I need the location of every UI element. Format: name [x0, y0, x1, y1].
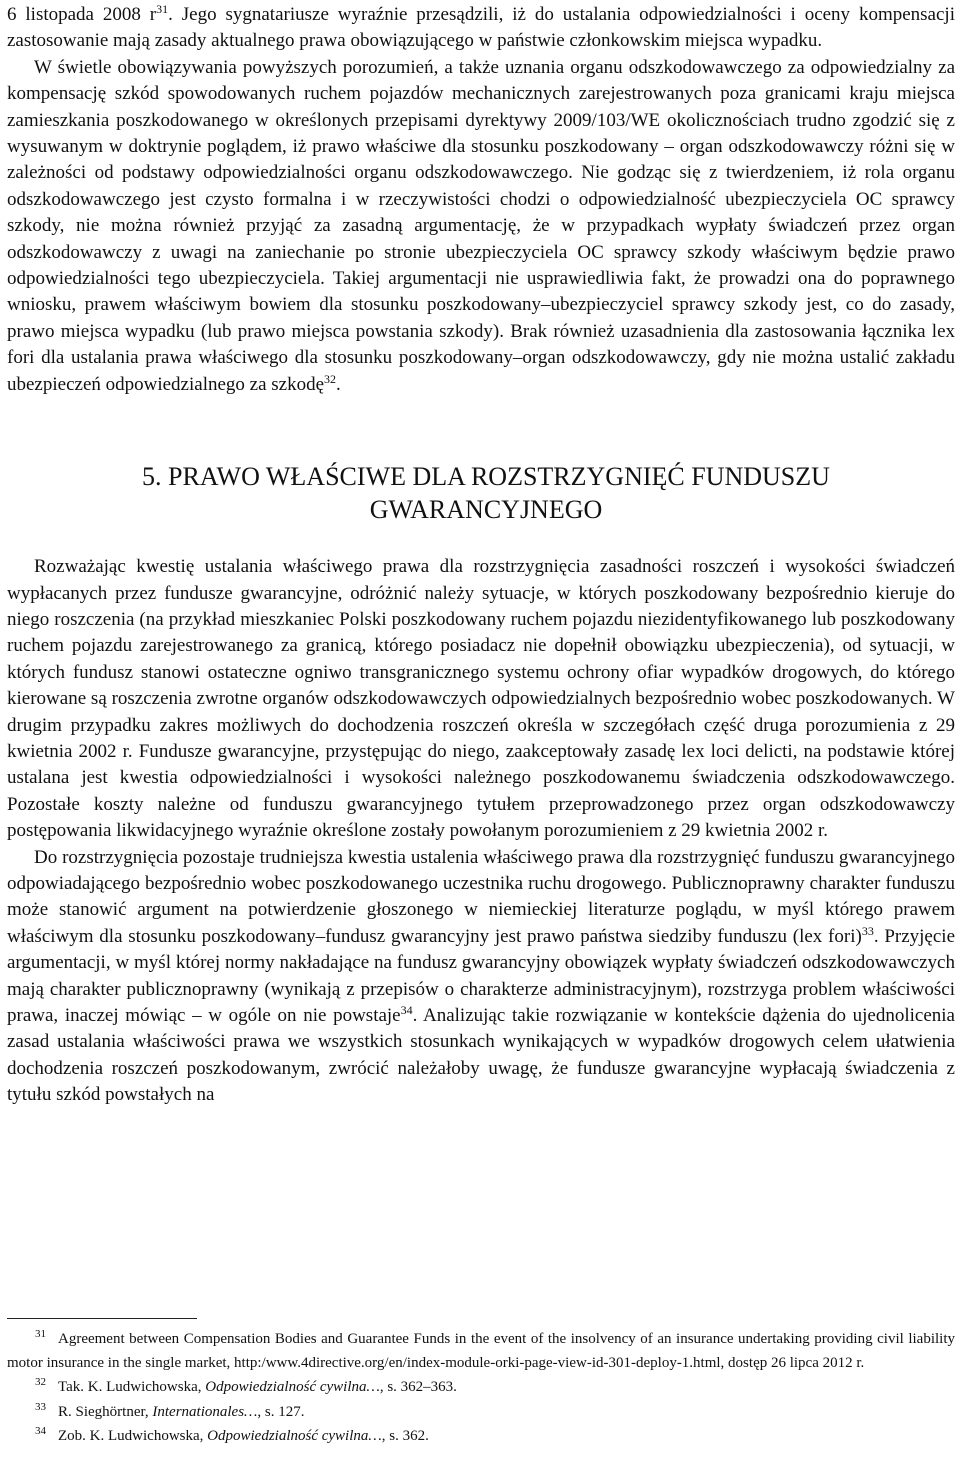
footnote-text: , s. 127.: [257, 1403, 305, 1420]
footnote-text: Zob. K. Ludwichowska,: [58, 1427, 208, 1444]
footnote-ref-34[interactable]: 34: [400, 1003, 413, 1017]
footnote-text: Tak. K. Ludwichowska,: [58, 1379, 206, 1396]
footnote-title: Odpowiedzialność cywilna…: [205, 1379, 380, 1396]
section-heading-line-1: 5. PRAWO WŁAŚCIWE DLA ROZSTRZYGNIĘĆ FUNDUSZU: [142, 462, 830, 492]
footnote-number: 34: [35, 1424, 46, 1437]
footnote-title: Internationales…: [152, 1403, 258, 1420]
intro-text-after: . Jego sygnatariusze wyraźnie przesądzili, iż do ustalania odpowiedzialności i oceny kompensacji zastosowanie mają zasady aktualnego prawa obowiązującego w państwie członkowskim miejsca wypadku.: [7, 4, 955, 52]
document-page: [7, 0, 955, 1109]
paragraph-2-text: Rozważając kwestię ustalania właściwego prawa dla rozstrzygnięcia zasadności roszczeń i wysokości świadczeń wypłacanych przez fundusze gwarancyjne, odróżnić należy sytuacje, w których poszkodowany bezpośrednio kieruje do niego roszczenia (na przykład mieszkaniec Polski poszkodowany ruchem pojazdu niezidentyfikowanego lub poszkodowany ruchem pojazdu zarejestrowanego za granicą, którego posiadacz nie dopełnił obowiązku ubezpieczenia), od sytuacji, w których fundusz stanowi ostateczne ogniwo transgranicznego systemu ochrony ofiar wypadków drogowych, do którego kierowane są roszczenia zwrotne organów odszkodowawczych odpowiedzialnych bezpośrednio wobec poszkodowanych. W drugim przypadku zakres możliwych do dochodzenia roszczeń określa w szczegółach część druga porozumienia z 29 kwietnia 2002 r. Fundusze gwarancyjne, przystępując do niego, zaakceptowały zasadę lex loci delicti, na podstawie której ustalana jest kwestia odpowiedzialności i wysokości należnego poszkodowanemu świadczenia odszkodowawczego. Pozostałe koszty należne od funduszu gwarancyjnego tytułem przeprowadzonego przez organ odszkodowawczy postępowania likwidacyjnego wyraźnie określone zostały powołanym porozumieniem z 29 kwietnia 2002 r.: [7, 556, 955, 842]
paragraph-1-text-after: .: [336, 373, 341, 395]
paragraph-3-part-1: Do rozstrzygnięcia pozostaje trudniejsza kwestia ustalenia właściwego prawa dla rozstrzygnięć funduszu gwarancyjnego odpowiadającego bezpośrednio wobec poszkodowanego uczestnika ruchu drogowego. Publicznoprawny charakter funduszu może stanowić argument na potwierdzenie głoszonego w niemieckiej literaturze poglądu, w myśl którego prawem właściwym dla stosunku poszkodowany–fundusz gwarancyjny jest prawo państwa siedziby funduszu (lex fori): [7, 846, 955, 947]
section-heading: [7, 460, 955, 526]
footnote-ref-32[interactable]: 32: [324, 371, 337, 386]
footnote-text: , s. 362–363.: [379, 1379, 457, 1396]
paragraph-3-part-3: . Analizując takie rozwiązanie w kontekście dążenia do ujednolicenia zasad ustalania właściwości prawa we wszystkich stosunkach wynikających w wypadków drogowych celem ułatwienia dochodzenia roszczeń poszkodowanym, zwrócić należałoby uwagę, że fundusze gwarancyjne wypłacają świadczenia z tytułu szkód powstałych na: [7, 1005, 955, 1106]
footnote-number: 32: [35, 1376, 46, 1389]
footnote-number: 33: [35, 1400, 46, 1413]
footnote-ref-31[interactable]: 31: [156, 2, 169, 16]
footnote-ref-33[interactable]: 33: [861, 923, 874, 938]
paragraph-3: [7, 845, 955, 1109]
paragraph-1: [7, 55, 955, 398]
footnote-text: , s. 362.: [381, 1427, 429, 1444]
footnotes-section: [7, 1318, 955, 1448]
paragraph-1-text: W świetle obowiązywania powyższych porozumień, a także uznania organu odszkodowawczego za odpowiedzialny za kompensację szkód spowodowanych ruchem pojazdów mechanicznych zarejestrowanych poza granicami kraju miejsca zamieszkania poszkodowanego w określonych przepisami dyrektywy 2009/103/WE okolicznościach trudno zgodzić się z wysuwanym w doktrynie poglądem, iż prawo właściwe dla stosunku poszkodowany – organ odszkodowawczy różni się w zależności od podstawy odpowiedzialności organu odszkodowawczego. Nie godząc się z twierdzeniem, iż rola organu odszkodowawczego jest czysto formalna i w rzeczywistości chodzi o odpowiedzialność ubezpieczyciela OC sprawcy szkody, nie można również przyjąć za zasadną argumentację, że w przypadkach wypłaty świadczeń przez organ odszkodowawczy z uwagi na zaniechanie po stronie ubezpieczyciela OC sprawcy szkody właściwym będzie prawo odpowiedzialności tego ubezpieczyciela. Takiej argumentacji nie usprawiedliwia fakt, że prowadzi ona do poprawnego wniosku, prawem właściwym bowiem dla stosunku poszkodowany–ubezpieczyciel sprawcy szkody jest, co do zasady, prawo miejsca wypadku (lub prawo miejsca powstania szkody). Brak również uzasadnienia dla zastosowania łącznika lex fori dla ustalania prawa właściwego dla stosunku poszkodowany–organ odszkodowawczy, gdy nie można ustalić zakładu ubezpieczeń odpowiedzialnego za szkodę: [7, 56, 955, 395]
footnote-number: 31: [35, 1328, 46, 1340]
footnote-31: [7, 1327, 955, 1375]
footnote-text: Agreement between Compensation Bodies and Guarantee Funds in the event of the insolvency of an insurance undertaking providing civil liability motor insurance in the single market, http:/www.4directive.org/en/index-module-orki-page-view-id-301-deploy-1.html, dostęp 26 lipca 2012 r.: [7, 1331, 955, 1372]
footnote-separator: [7, 1318, 197, 1319]
paragraph-3-part-2: . Przyjęcie argumentacji, w myśl której normy nakładające na fundusz gwarancyjny obowiązek wypłaty świadczeń odszkodowawczych mają charakter publicznoprawny (wynikają z przepisów o charakterze administracyjnym), rozstrzyga problem właściwości prawa, inaczej mówiąc – w ogóle on nie powstaje: [7, 925, 956, 1026]
paragraph-2: [7, 554, 955, 844]
footnote-34: [7, 1424, 955, 1448]
section-heading-line-2: GWARANCYJNEGO: [369, 495, 603, 525]
footnote-title: Odpowiedzialność cywilna…: [207, 1427, 382, 1444]
intro-paragraph: [7, 2, 955, 55]
footnote-text: R. Sieghörtner,: [58, 1403, 153, 1420]
intro-text: 6 listopada 2008 r: [7, 4, 157, 25]
footnote-32: [7, 1375, 955, 1399]
footnote-33: [7, 1400, 955, 1424]
